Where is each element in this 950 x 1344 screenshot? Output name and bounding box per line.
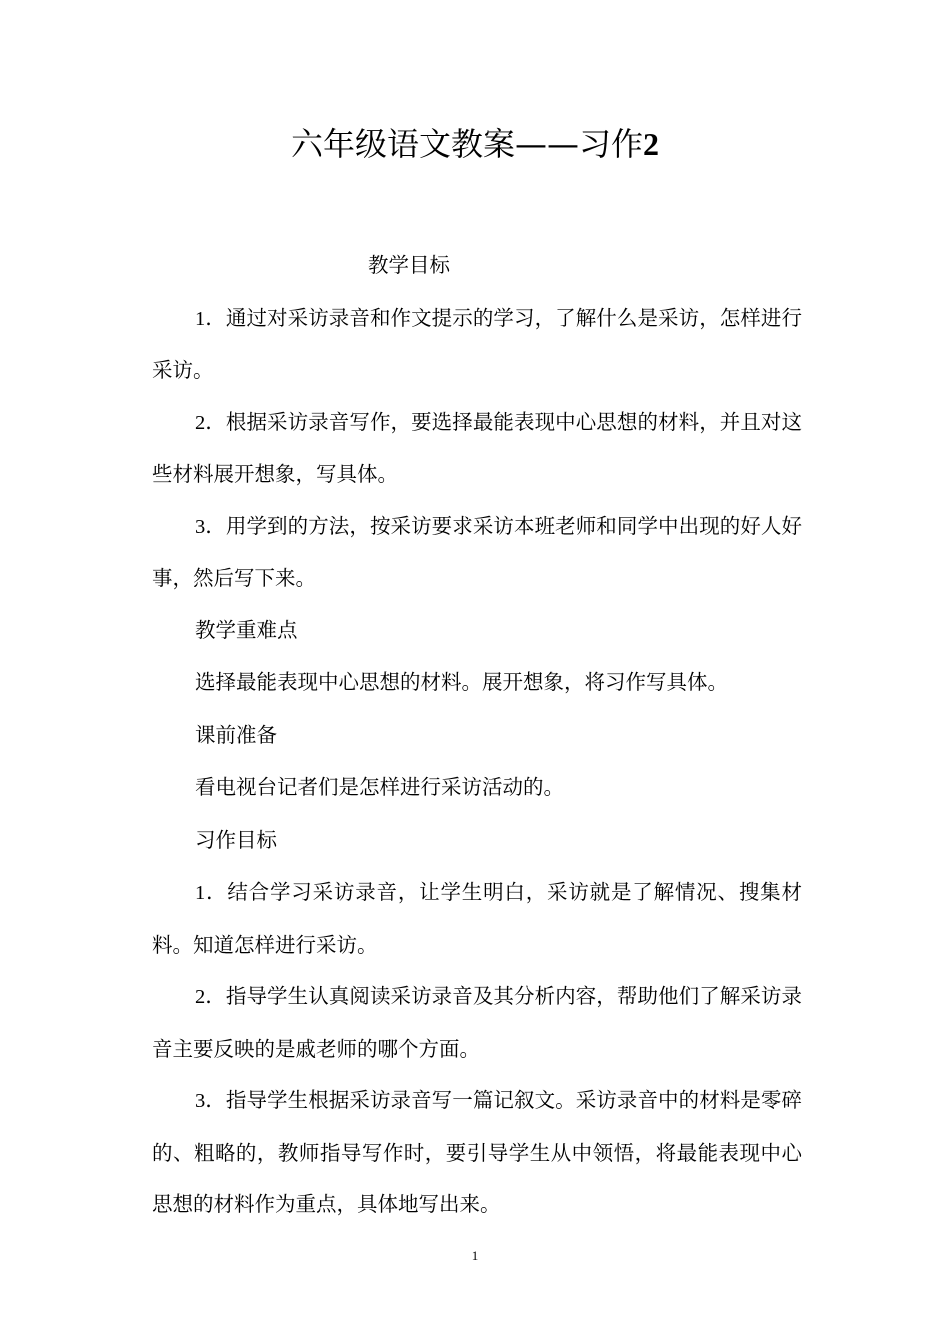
teaching-goal-1: 1．通过对采访录音和作文提示的学习，了解什么是采访，怎样进行采访。 (152, 305, 802, 382)
section-heading-preparation: 课前准备 (195, 722, 277, 747)
writing-goal-2: 2．指导学生认真阅读采访录音及其分析内容，帮助他们了解采访录音主要反映的是戚老师的哪个方面。 (152, 984, 802, 1061)
document-title (0, 118, 950, 170)
title-text: 六年级语文教案——习作 (290, 125, 643, 163)
key-points-text: 选择最能表现中心思想的材料。展开想象，将习作写具体。 (195, 670, 728, 694)
teaching-goal-3: 3．用学到的方法，按采访要求采访本班老师和同学中出现的好人好事，然后写下来。 (152, 513, 802, 590)
section-heading-writing-goals: 习作目标 (195, 827, 277, 852)
preparation-text: 看电视台记者们是怎样进行采访活动的。 (195, 775, 564, 799)
page-number: 1 (471, 1248, 479, 1263)
title-number: 2 (643, 126, 659, 162)
writing-goal-1: 1．结合学习采访录音，让学生明白，采访就是了解情况、搜集材料。知道怎样进行采访。 (152, 880, 802, 957)
document-body (152, 240, 802, 1231)
teaching-goal-2: 2．根据采访录音写作，要选择最能表现中心思想的材料，并且对这些材料展开想象，写具体。 (152, 409, 802, 486)
section-heading-teaching-goals: 教学目标 (368, 253, 450, 277)
writing-goal-3: 3．指导学生根据采访录音写一篇记叙文。采访录音中的材料是零碎的、粗略的，教师指导写作时，要引导学生从中领悟，将最能表现中心思想的材料作为重点，具体地写出来。 (152, 1088, 802, 1216)
section-heading-key-points: 教学重难点 (195, 617, 298, 642)
